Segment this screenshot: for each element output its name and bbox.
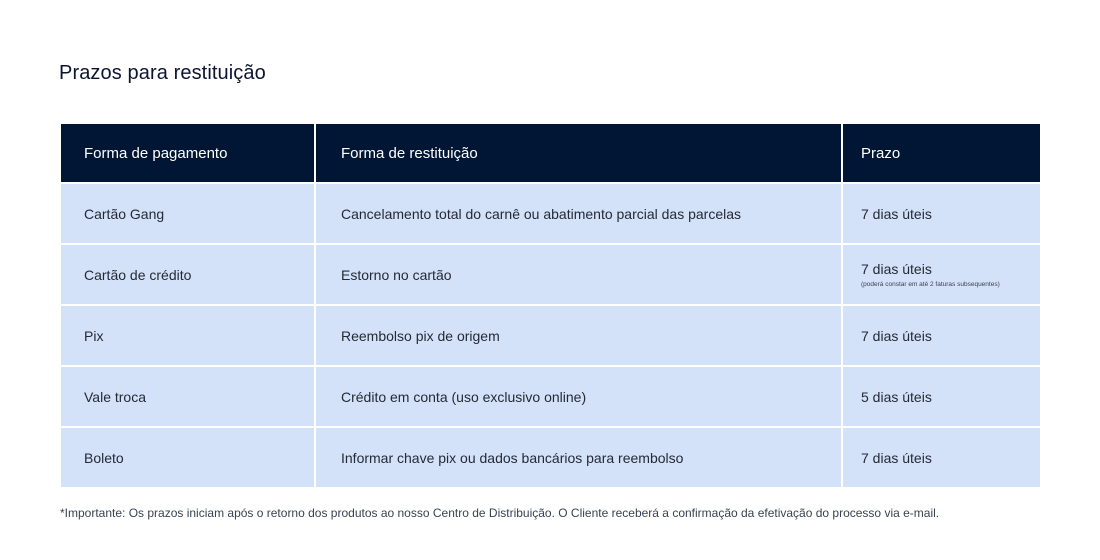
cell-restituicao: Crédito em conta (uso exclusivo online) bbox=[316, 367, 841, 426]
table-row bbox=[61, 306, 1040, 365]
table-header-row bbox=[61, 124, 1040, 182]
prazo-value: 7 dias úteis bbox=[861, 205, 932, 222]
cell-prazo bbox=[843, 245, 1040, 304]
prazo-value: 7 dias úteis bbox=[861, 449, 932, 466]
prazo-value: 5 dias úteis bbox=[861, 388, 932, 405]
prazo-note: (poderá constar em até 2 faturas subsequentes) bbox=[861, 281, 1000, 288]
table-row bbox=[61, 184, 1040, 243]
cell-restituicao: Informar chave pix ou dados bancários para reembolso bbox=[316, 428, 841, 487]
prazo-value: 7 dias úteis bbox=[861, 327, 932, 344]
cell-pagamento: Cartão Gang bbox=[61, 184, 314, 243]
cell-prazo bbox=[843, 184, 1040, 243]
table-row bbox=[61, 428, 1040, 487]
header-forma-pagamento: Forma de pagamento bbox=[61, 124, 314, 182]
prazo-value: 7 dias úteis bbox=[861, 261, 932, 277]
cell-prazo bbox=[843, 367, 1040, 426]
cell-prazo bbox=[843, 306, 1040, 365]
cell-pagamento: Cartão de crédito bbox=[61, 245, 314, 304]
table-row bbox=[61, 245, 1040, 304]
cell-pagamento: Vale troca bbox=[61, 367, 314, 426]
footnote: *Importante: Os prazos iniciam após o retorno dos produtos ao nosso Centro de Distribuição. O Cliente receberá a confirmação da efetivação do processo via e-mail. bbox=[60, 506, 940, 520]
refund-deadlines-table bbox=[59, 122, 1042, 489]
cell-restituicao: Estorno no cartão bbox=[316, 245, 841, 304]
header-forma-restituicao: Forma de restituição bbox=[316, 124, 841, 182]
table-row bbox=[61, 367, 1040, 426]
cell-prazo bbox=[843, 428, 1040, 487]
cell-pagamento: Boleto bbox=[61, 428, 314, 487]
cell-restituicao: Reembolso pix de origem bbox=[316, 306, 841, 365]
header-prazo: Prazo bbox=[843, 124, 1040, 182]
page-title: Prazos para restituição bbox=[59, 62, 266, 84]
cell-pagamento: Pix bbox=[61, 306, 314, 365]
cell-restituicao: Cancelamento total do carnê ou abatimento parcial das parcelas bbox=[316, 184, 841, 243]
